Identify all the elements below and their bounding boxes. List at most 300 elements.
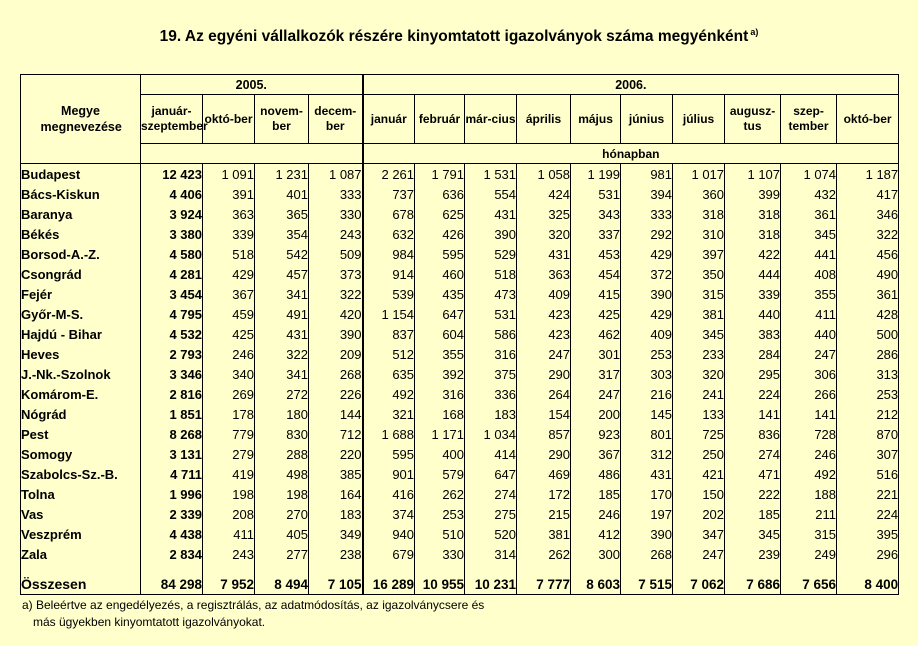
value-cell: 350 [673,264,725,284]
value-cell: 211 [781,504,837,524]
value-cell: 1 199 [571,164,621,185]
value-cell: 180 [255,404,309,424]
table-row [21,244,899,264]
table-row [21,184,899,204]
month-header-2005-1: január-szeptember [141,95,203,144]
value-cell: 347 [673,524,725,544]
value-cell: 154 [517,404,571,424]
value-cell: 679 [363,544,415,564]
value-cell: 320 [517,224,571,244]
value-cell: 635 [363,364,415,384]
value-cell: 457 [255,264,309,284]
value-cell: 4 406 [141,184,203,204]
value-cell: 425 [571,304,621,324]
value-cell: 345 [725,524,781,544]
month-header-2006-1: január [363,95,415,144]
value-cell: 374 [363,504,415,524]
value-cell: 336 [465,384,517,404]
value-cell: 277 [255,544,309,564]
footnote-line-1: a) Beleértve az engedélyezés, a regisztrálás, az adatmódosítás, az igazolványcsere és [22,598,485,612]
value-cell: 212 [837,404,899,424]
value-cell: 4 438 [141,524,203,544]
value-cell: 306 [781,364,837,384]
value-cell: 246 [781,444,837,464]
value-cell: 830 [255,424,309,444]
value-cell: 279 [203,444,255,464]
unit-label: hónapban [363,144,899,164]
value-cell: 141 [781,404,837,424]
value-cell: 295 [725,364,781,384]
value-cell: 253 [415,504,465,524]
value-cell: 454 [571,264,621,284]
value-cell: 510 [415,524,465,544]
value-cell: 486 [571,464,621,484]
value-cell: 390 [309,324,363,344]
value-cell: 429 [621,304,673,324]
table-row [21,324,899,344]
year-2006-header: 2006. [363,75,899,95]
value-cell: 188 [781,484,837,504]
table-row [21,384,899,404]
table-row [21,224,899,244]
value-cell: 241 [673,384,725,404]
title-text: 19. Az egyéni vállalkozók részére kinyomtatott igazolványok száma megyénként [159,28,749,45]
value-cell: 3 454 [141,284,203,304]
value-cell: 383 [725,324,781,344]
value-cell: 343 [571,204,621,224]
value-cell: 208 [203,504,255,524]
value-cell: 341 [255,364,309,384]
month-header-2006-4: április [517,95,571,144]
value-cell: 339 [725,284,781,304]
value-cell: 185 [725,504,781,524]
value-cell: 4 532 [141,324,203,344]
value-cell: 318 [673,204,725,224]
value-cell: 300 [571,544,621,564]
county-name: Vas [21,504,141,524]
value-cell: 200 [571,404,621,424]
value-cell: 453 [571,244,621,264]
month-header-2006-6: június [621,95,673,144]
value-cell: 431 [517,244,571,264]
value-cell: 330 [309,204,363,224]
value-cell: 984 [363,244,415,264]
data-table [20,74,899,595]
value-cell: 1 107 [725,164,781,185]
value-cell: 381 [673,304,725,324]
value-cell: 424 [517,184,571,204]
value-cell: 246 [571,504,621,524]
value-cell: 315 [673,284,725,304]
table-row [21,424,899,444]
year-2005-header: 2005. [141,75,363,95]
value-cell: 284 [725,344,781,364]
value-cell: 330 [415,544,465,564]
value-cell: 429 [203,264,255,284]
table-row [21,404,899,424]
table-row [21,544,899,564]
value-cell: 1 034 [465,424,517,444]
value-cell: 539 [363,284,415,304]
table-row [21,284,899,304]
value-cell: 375 [465,364,517,384]
value-cell: 625 [415,204,465,224]
county-header: Megye megnevezése [21,75,141,164]
value-cell: 490 [837,264,899,284]
table-title [0,27,918,46]
value-cell: 264 [517,384,571,404]
value-cell: 345 [781,224,837,244]
value-cell: 595 [363,444,415,464]
value-cell: 422 [725,244,781,264]
table-row [21,444,899,464]
footnote [22,597,484,631]
value-cell: 409 [517,284,571,304]
month-header-2006-10: októ-ber [837,95,899,144]
value-cell: 363 [203,204,255,224]
title-footnote-mark: a) [750,27,759,37]
table-row [21,344,899,364]
month-header-2006-2: február [415,95,465,144]
value-cell: 554 [465,184,517,204]
value-cell: 10 231 [465,564,517,595]
county-name: Somogy [21,444,141,464]
table-row [21,364,899,384]
county-name: Budapest [21,164,141,185]
county-name: Heves [21,344,141,364]
value-cell: 391 [203,184,255,204]
value-cell: 170 [621,484,673,504]
value-cell: 1 091 [203,164,255,185]
value-cell: 8 603 [571,564,621,595]
value-cell: 415 [571,284,621,304]
value-cell: 262 [517,544,571,564]
value-cell: 247 [571,384,621,404]
value-cell: 397 [673,244,725,264]
value-cell: 2 816 [141,384,203,404]
value-cell: 233 [673,344,725,364]
county-name: Csongrád [21,264,141,284]
value-cell: 579 [415,464,465,484]
value-cell: 224 [725,384,781,404]
value-cell: 239 [725,544,781,564]
value-cell: 1 187 [837,164,899,185]
value-cell: 1 154 [363,304,415,324]
value-cell: 226 [309,384,363,404]
value-cell: 492 [363,384,415,404]
table-row [21,164,899,185]
value-cell: 4 580 [141,244,203,264]
value-cell: 1 074 [781,164,837,185]
value-cell: 471 [725,464,781,484]
value-cell: 318 [725,224,781,244]
value-cell: 462 [571,324,621,344]
value-cell: 360 [673,184,725,204]
value-cell: 420 [309,304,363,324]
value-cell: 145 [621,404,673,424]
value-cell: 249 [781,544,837,564]
value-cell: 392 [415,364,465,384]
month-header-2006-5: május [571,95,621,144]
value-cell: 1 231 [255,164,309,185]
value-cell: 604 [415,324,465,344]
value-cell: 3 380 [141,224,203,244]
value-cell: 518 [203,244,255,264]
value-cell: 425 [203,324,255,344]
value-cell: 409 [621,324,673,344]
value-cell: 183 [465,404,517,424]
value-cell: 1 087 [309,164,363,185]
value-cell: 363 [517,264,571,284]
value-cell: 220 [309,444,363,464]
value-cell: 632 [363,224,415,244]
value-cell: 595 [415,244,465,264]
value-cell: 183 [309,504,363,524]
value-cell: 512 [363,344,415,364]
value-cell: 2 793 [141,344,203,364]
value-cell: 401 [255,184,309,204]
value-cell: 216 [621,384,673,404]
month-header-2005-2: októ-ber [203,95,255,144]
value-cell: 725 [673,424,725,444]
value-cell: 10 955 [415,564,465,595]
value-cell: 414 [465,444,517,464]
value-cell: 222 [725,484,781,504]
value-cell: 224 [837,504,899,524]
value-cell: 444 [725,264,781,284]
value-cell: 322 [837,224,899,244]
value-cell: 303 [621,364,673,384]
value-cell: 164 [309,484,363,504]
value-cell: 321 [363,404,415,424]
value-cell: 417 [837,184,899,204]
value-cell: 423 [517,304,571,324]
value-cell: 247 [673,544,725,564]
value-cell: 1 688 [363,424,415,444]
value-cell: 8 400 [837,564,899,595]
value-cell: 1 996 [141,484,203,504]
value-cell: 197 [621,504,673,524]
value-cell: 400 [415,444,465,464]
value-cell: 313 [837,364,899,384]
value-cell: 531 [465,304,517,324]
value-cell: 346 [837,204,899,224]
value-cell: 268 [621,544,673,564]
value-cell: 491 [255,304,309,324]
value-cell: 647 [465,464,517,484]
value-cell: 801 [621,424,673,444]
value-cell: 320 [673,364,725,384]
value-cell: 253 [621,344,673,364]
value-cell: 209 [309,344,363,364]
value-cell: 394 [621,184,673,204]
county-name: Békés [21,224,141,244]
footnote-line-2: más ügyekben kinyomtatott igazolványokat. [33,615,266,629]
value-cell: 372 [621,264,673,284]
value-cell: 737 [363,184,415,204]
value-cell: 3 131 [141,444,203,464]
value-cell: 262 [415,484,465,504]
value-cell: 586 [465,324,517,344]
value-cell: 250 [673,444,725,464]
value-cell: 141 [725,404,781,424]
value-cell: 405 [255,524,309,544]
value-cell: 390 [621,284,673,304]
value-cell: 381 [517,524,571,544]
value-cell: 4 795 [141,304,203,324]
value-cell: 1 058 [517,164,571,185]
value-cell: 172 [517,484,571,504]
value-cell: 3 346 [141,364,203,384]
value-cell: 7 105 [309,564,363,595]
value-cell: 923 [571,424,621,444]
month-header-2006-8: augusz-tus [725,95,781,144]
value-cell: 361 [781,204,837,224]
value-cell: 1 851 [141,404,203,424]
table-row [21,484,899,504]
value-cell: 460 [415,264,465,284]
value-cell: 288 [255,444,309,464]
value-cell: 395 [837,524,899,544]
value-cell: 316 [465,344,517,364]
value-cell: 498 [255,464,309,484]
month-header-2006-9: szep-tember [781,95,837,144]
unit-spacer [141,144,363,164]
value-cell: 8 268 [141,424,203,444]
value-cell: 12 423 [141,164,203,185]
value-cell: 492 [781,464,837,484]
value-cell: 290 [517,364,571,384]
value-cell: 7 515 [621,564,673,595]
value-cell: 168 [415,404,465,424]
value-cell: 315 [781,524,837,544]
value-cell: 416 [363,484,415,504]
value-cell: 428 [837,304,899,324]
value-cell: 185 [571,484,621,504]
value-cell: 7 656 [781,564,837,595]
value-cell: 307 [837,444,899,464]
county-name: Fejér [21,284,141,304]
value-cell: 390 [465,224,517,244]
value-cell: 269 [203,384,255,404]
month-header-2006-7: július [673,95,725,144]
value-cell: 325 [517,204,571,224]
value-cell: 246 [203,344,255,364]
value-cell: 270 [255,504,309,524]
county-name: J.-Nk.-Szolnok [21,364,141,384]
value-cell: 349 [309,524,363,544]
county-name: Hajdú - Bihar [21,324,141,344]
value-cell: 275 [465,504,517,524]
value-cell: 133 [673,404,725,424]
value-cell: 678 [363,204,415,224]
value-cell: 531 [571,184,621,204]
county-name: Bács-Kiskun [21,184,141,204]
value-cell: 411 [781,304,837,324]
table-row [21,524,899,544]
month-header-2006-3: már-cius [465,95,517,144]
value-cell: 290 [517,444,571,464]
value-cell: 940 [363,524,415,544]
value-cell: 459 [203,304,255,324]
total-row [21,564,899,595]
value-cell: 355 [415,344,465,364]
value-cell: 274 [465,484,517,504]
value-cell: 354 [255,224,309,244]
value-cell: 412 [571,524,621,544]
value-cell: 198 [203,484,255,504]
value-cell: 712 [309,424,363,444]
value-cell: 1 531 [465,164,517,185]
table-row [21,204,899,224]
value-cell: 367 [203,284,255,304]
value-cell: 408 [781,264,837,284]
value-cell: 421 [673,464,725,484]
value-cell: 440 [725,304,781,324]
value-cell: 2 261 [363,164,415,185]
value-cell: 426 [415,224,465,244]
value-cell: 431 [255,324,309,344]
value-cell: 7 952 [203,564,255,595]
value-cell: 316 [415,384,465,404]
value-cell: 198 [255,484,309,504]
total-label: Összesen [21,564,141,595]
county-name: Tolna [21,484,141,504]
value-cell: 4 711 [141,464,203,484]
value-cell: 221 [837,484,899,504]
value-cell: 274 [725,444,781,464]
value-cell: 469 [517,464,571,484]
value-cell: 367 [571,444,621,464]
value-cell: 441 [781,244,837,264]
value-cell: 7 777 [517,564,571,595]
value-cell: 779 [203,424,255,444]
value-cell: 339 [203,224,255,244]
value-cell: 7 062 [673,564,725,595]
value-cell: 238 [309,544,363,564]
table-row [21,464,899,484]
value-cell: 272 [255,384,309,404]
value-cell: 981 [621,164,673,185]
table-row [21,504,899,524]
value-cell: 500 [837,324,899,344]
value-cell: 266 [781,384,837,404]
value-cell: 373 [309,264,363,284]
value-cell: 292 [621,224,673,244]
county-name: Pest [21,424,141,444]
value-cell: 202 [673,504,725,524]
value-cell: 16 289 [363,564,415,595]
table-row [21,304,899,324]
value-cell: 247 [517,344,571,364]
value-cell: 322 [255,344,309,364]
value-cell: 337 [571,224,621,244]
value-cell: 314 [465,544,517,564]
value-cell: 340 [203,364,255,384]
value-cell: 473 [465,284,517,304]
value-cell: 8 494 [255,564,309,595]
value-cell: 419 [203,464,255,484]
county-name: Nógrád [21,404,141,424]
value-cell: 432 [781,184,837,204]
county-name: Komárom-E. [21,384,141,404]
value-cell: 399 [725,184,781,204]
value-cell: 253 [837,384,899,404]
table-row [21,264,899,284]
value-cell: 243 [203,544,255,564]
value-cell: 268 [309,364,363,384]
value-cell: 518 [465,264,517,284]
